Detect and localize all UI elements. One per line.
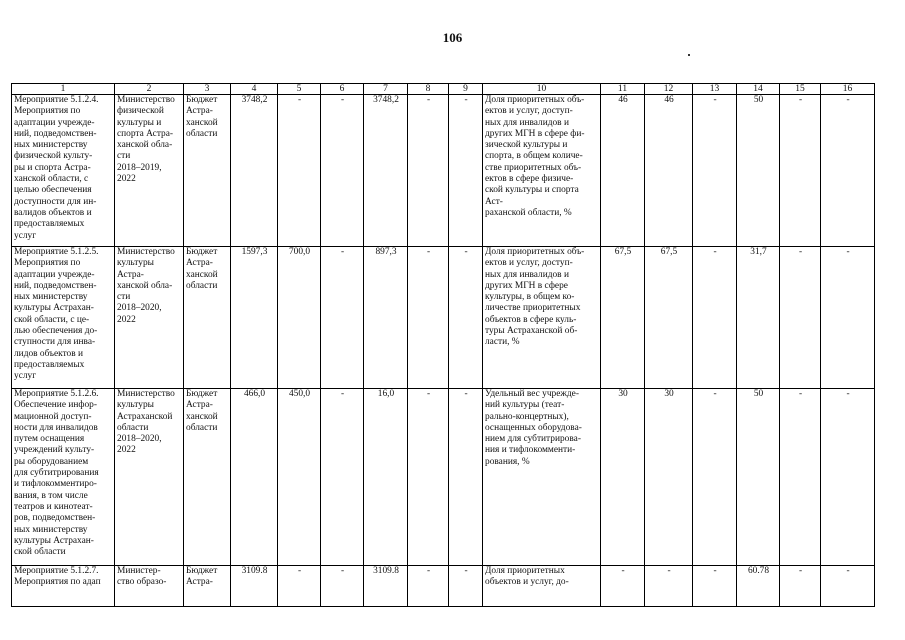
responsible-executor: Министерство физической культуры и спорта Астра- ханской обла- сти 2018–2019, 2022 [117, 95, 175, 185]
indicator-description: Удельный вес учрежде- ний культуры (теат- рально-концертных), оснащенных оборудова- нием для субтитрирова- ния и тифлокомменти- рования, % [485, 389, 582, 467]
amount-col-8: - [426, 566, 431, 576]
indicator-col-11: 67,5 [614, 247, 632, 257]
funding-source: Бюджет Астра- [186, 566, 218, 588]
table-row [12, 247, 875, 389]
amount-total: 1597,3 [241, 247, 268, 257]
column-header: 4 [231, 84, 278, 95]
column-header: 16 [821, 84, 875, 95]
indicator-col-12: 30 [664, 389, 674, 399]
column-header: 3 [184, 84, 231, 95]
indicator-col-11: 30 [618, 389, 628, 399]
amount-total: 466,0 [243, 389, 266, 399]
indicator-col-15: - [798, 95, 803, 105]
indicator-col-11: 46 [618, 95, 628, 105]
indicator-col-12: - [667, 566, 671, 576]
table-row [12, 95, 875, 247]
indicator-col-16: - [846, 95, 850, 105]
indicator-col-12: 46 [664, 95, 674, 105]
indicator-col-16: - [846, 389, 850, 399]
table-row [12, 389, 875, 566]
amount-col-5: 700,0 [288, 247, 311, 257]
column-header: 6 [321, 84, 364, 95]
indicator-col-15: - [798, 389, 803, 399]
indicator-col-16: - [846, 247, 850, 257]
indicator-col-13: - [713, 95, 717, 105]
amount-col-5: 450,0 [288, 389, 311, 399]
indicator-description: Доля приоритетных объектов и услуг, до- [485, 566, 569, 588]
amount-col-6: - [340, 95, 345, 105]
column-header: 10 [483, 84, 601, 95]
amount-col-6: - [340, 389, 345, 399]
column-number-row [12, 84, 875, 95]
amount-col-8: - [426, 95, 431, 105]
indicator-description: Доля приоритетных объ- ектов и услуг, доступ- ных для инвалидов и других МГН в сфере фи- зической культуры и спорта, в общем количе- стве приоритетных объ- ектов в сфере физиче- ской культуры и спорта Аст- раханской области, % [485, 95, 585, 218]
funding-source: Бюджет Астра- ханской области [186, 247, 218, 291]
indicator-col-13: - [713, 247, 717, 257]
amount-col-7: 3109.8 [373, 566, 399, 576]
column-header: 9 [449, 84, 483, 95]
column-header: 11 [601, 84, 645, 95]
program-activities-table [11, 83, 875, 607]
amount-total: 3748,2 [241, 95, 268, 105]
responsible-executor: Министерство культуры Астра- ханской обла- сти 2018–2020, 2022 [117, 247, 175, 325]
indicator-description: Доля приоритетных объ- ектов и услуг, доступ- ных для инвалидов и других МГН в сфере культуры, в общем ко- личестве приоритетных объектов в сфере куль- туры Астраханской об- ласти, % [485, 247, 585, 348]
indicator-col-14: 31,7 [750, 247, 767, 257]
funding-source: Бюджет Астра- ханской области [186, 389, 218, 433]
column-header: 12 [645, 84, 693, 95]
column-header: 8 [408, 84, 449, 95]
amount-col-7: 3748,2 [373, 95, 399, 105]
column-header: 14 [737, 84, 780, 95]
amount-total: 3109.8 [241, 566, 268, 576]
indicator-col-16: - [846, 566, 850, 576]
responsible-executor: Министер- ство образо- [117, 566, 167, 588]
funding-source: Бюджет Астра- ханской области [186, 95, 218, 139]
scan-speck [688, 54, 690, 56]
activity-name: Мероприятие 5.1.2.6. Обеспечение инфор- мационной доступ- ности для инвалидов путем оснащения учреждений культу- ры оборудованием для субтитрирования и тифлокомментиро- вания, в том числе театров и кинотеат- ров, подведомствен- ных министерству культуры Астрахан- ской области [14, 389, 99, 558]
column-header: 1 [12, 84, 115, 95]
column-header: 7 [364, 84, 408, 95]
column-header: 13 [693, 84, 737, 95]
table-row [12, 566, 875, 607]
column-header: 2 [115, 84, 184, 95]
amount-col-6: - [340, 566, 345, 576]
indicator-col-13: - [713, 389, 717, 399]
activity-name: Мероприятие 5.1.2.5. Мероприятия по адаптации учрежде- ний, подведомствен- ных министерству культуры Астрахан- ской области, с це- лью обеспечения до- ступности для инва- лидов объектов и предоставляемых услуг [14, 247, 99, 382]
amount-col-8: - [426, 247, 431, 257]
amount-col-7: 897,3 [375, 247, 397, 257]
indicator-col-14: 60.78 [747, 566, 770, 576]
indicator-col-12: 67,5 [660, 247, 678, 257]
amount-col-9: - [464, 389, 468, 399]
amount-col-9: - [464, 566, 468, 576]
activity-name: Мероприятие 5.1.2.7. Мероприятия по адап [14, 566, 101, 588]
indicator-col-15: - [798, 566, 803, 576]
indicator-col-14: 50 [753, 389, 764, 399]
amount-col-7: 16,0 [377, 389, 395, 399]
amount-col-6: - [340, 247, 345, 257]
column-header: 5 [278, 84, 321, 95]
amount-col-5: - [297, 95, 302, 105]
page-number: 106 [442, 30, 463, 45]
amount-col-5: - [297, 566, 302, 576]
indicator-col-14: 50 [753, 95, 764, 105]
indicator-col-15: - [798, 247, 803, 257]
activity-name: Мероприятие 5.1.2.4. Мероприятия по адаптации учрежде- ний, подведомствен- ных министерству физической культу- ры и спорта Астра- ханской области, с целью обеспечения доступности для ин- валидов объектов и предоставляемых услуг [14, 95, 99, 241]
indicator-col-13: - [713, 566, 717, 576]
column-header: 15 [780, 84, 821, 95]
amount-col-9: - [464, 247, 468, 257]
indicator-col-11: - [621, 566, 625, 576]
responsible-executor: Министерство культуры Астраханской области 2018–2020, 2022 [117, 389, 175, 456]
amount-col-9: - [464, 95, 468, 105]
amount-col-8: - [426, 389, 431, 399]
